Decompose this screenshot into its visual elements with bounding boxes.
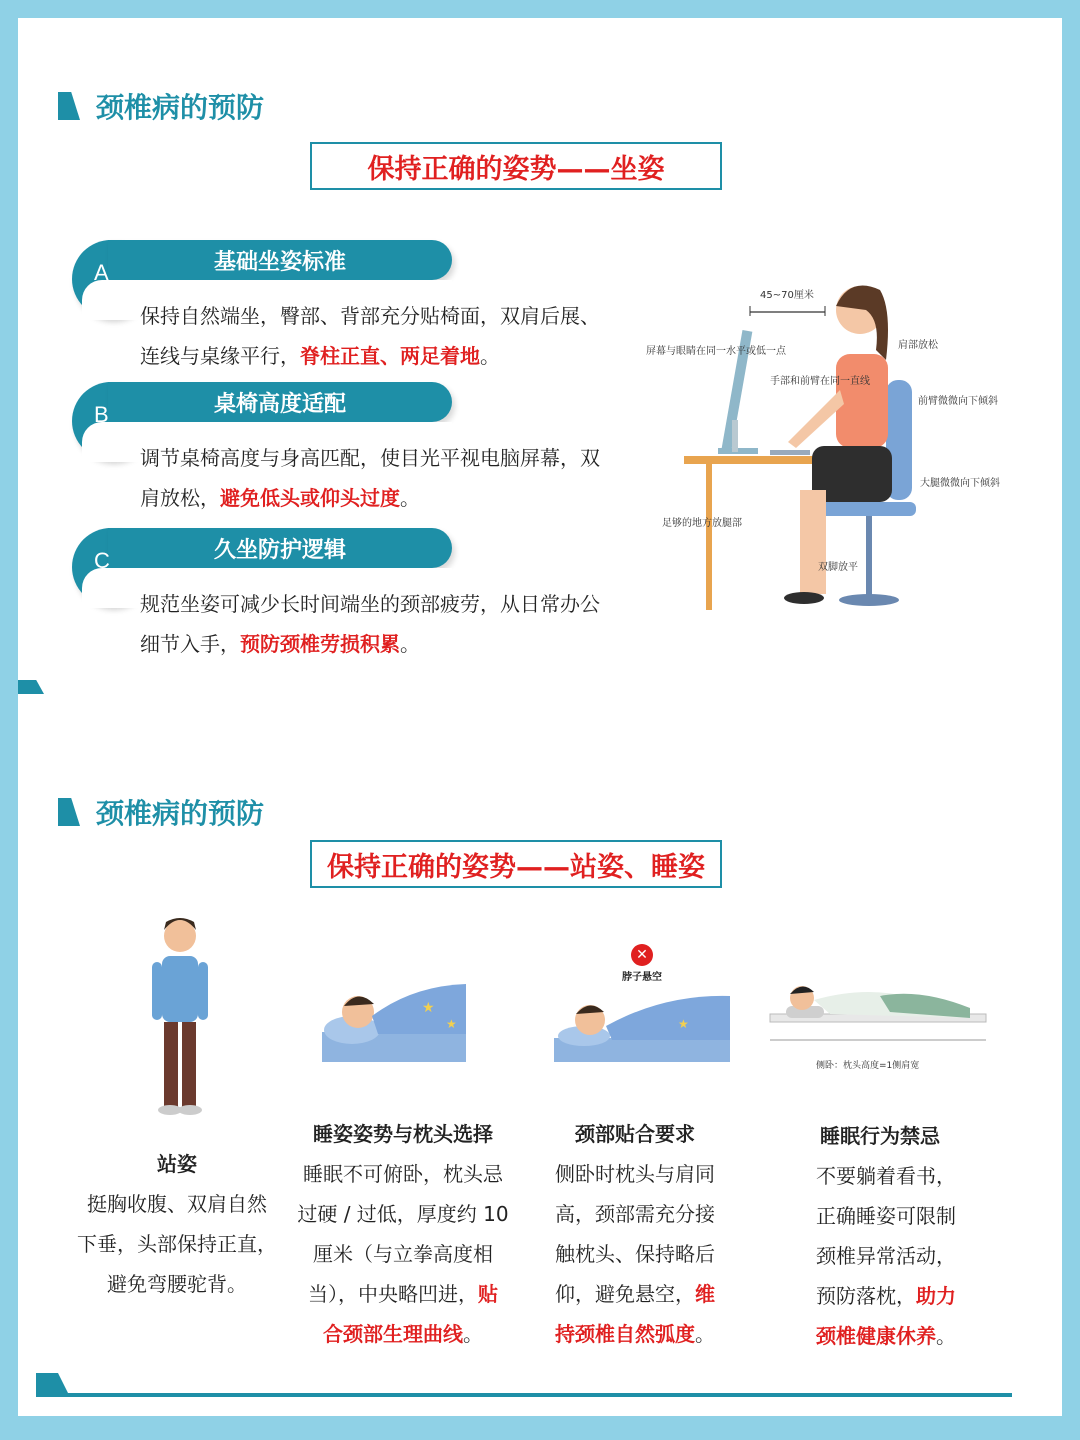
warning-label: 脖子悬空 xyxy=(622,972,662,983)
col-behavior-highlight: 颈椎健康休养 xyxy=(816,1324,936,1348)
sleep-side-illustration xyxy=(770,978,990,1078)
label-thigh: 大腿微微向下倾斜 xyxy=(920,478,1000,489)
label-shoulder: 肩部放松 xyxy=(898,340,938,351)
section2-banner-text: 保持正确的姿势——站姿、睡姿 xyxy=(327,851,705,883)
label-hands: 手部和前臂在同一直线 xyxy=(770,376,870,387)
card-c-heading: 久坐防护逻辑 xyxy=(108,528,452,568)
section1-banner-text: 保持正确的姿势——坐姿 xyxy=(367,153,665,185)
col-pillow: 睡姿姿势与枕头选择 睡眠不可俯卧，枕头忌 过硬 / 过低，厚度约 10 厘米（与立拳高度相 当），中央略凹进，贴 合颈部生理曲线。 xyxy=(296,1114,510,1354)
footer-rule xyxy=(18,1373,1012,1399)
section1-title xyxy=(58,86,264,126)
section1-title-text: 颈椎病的预防 xyxy=(96,91,265,124)
card-a-highlight: 脊柱正直、两足着地 xyxy=(300,344,480,368)
section2-title xyxy=(58,792,264,832)
col-standing: 站姿 挺胸收腹、双肩自然 下垂，头部保持正直， 避免弯腰驼背。 xyxy=(72,1144,282,1304)
label-screen: 屏幕与眼睛在同一水平或低一点 xyxy=(646,346,786,357)
label-legroom: 足够的地方放腿部 xyxy=(662,518,742,529)
title-marker-icon xyxy=(58,798,80,826)
col-neck-heading: 颈部贴合要求 xyxy=(575,1122,695,1146)
svg-text:★: ★ xyxy=(446,1017,457,1031)
svg-text:屏幕与眼睛在同一水平或低一点 xyxy=(646,344,787,357)
svg-text:★: ★ xyxy=(422,1000,435,1016)
col-neck: 颈部贴合要求 侧卧时枕头与肩同 高，颈部需充分接 触枕头、保持略后 仰，避免悬空，维 持颈椎自然弧度。 xyxy=(540,1114,730,1354)
col-behavior-heading: 睡眠行为禁忌 xyxy=(820,1124,940,1148)
card-c-letter: C xyxy=(94,548,110,573)
col-behavior: 睡眠行为禁忌 不要躺着看书， 正确睡姿可限制 颈椎异常活动， 预防落枕，助力 颈椎健康休养。 xyxy=(790,1116,970,1356)
card-b-heading: 桌椅高度适配 xyxy=(108,382,452,422)
label-distance: 45~70厘米 xyxy=(760,290,814,301)
section2-banner xyxy=(310,840,722,888)
card-b-letter: B xyxy=(94,402,109,427)
card-c-body: 规范坐姿可减少长时间端坐的颈部疲劳，从日常办公细节入手，预防颈椎劳损积累。 xyxy=(140,592,600,656)
sleep-back-illustration xyxy=(322,972,466,1068)
section1-banner xyxy=(310,142,722,190)
sleep-neck-illustration xyxy=(554,994,730,1066)
standing-figure xyxy=(140,910,220,1120)
card-b-body: 调节桌椅高度与身高匹配，使目光平视电脑屏幕，双肩放松，避免低头或仰头过度。 xyxy=(140,446,600,510)
card-b-highlight: 避免低头或仰头过度 xyxy=(220,486,400,510)
card-a-heading: 基础坐姿标准 xyxy=(108,240,452,280)
title-marker-icon xyxy=(58,92,80,120)
card-a-letter: A xyxy=(94,260,109,285)
col-pillow-highlight: 合颈部生理曲线 xyxy=(323,1322,463,1346)
warning-marker xyxy=(622,944,662,983)
col-neck-highlight: 持颈椎自然弧度 xyxy=(555,1322,695,1346)
card-c-highlight: 预防颈椎劳损积累 xyxy=(240,632,400,656)
section2-title-text: 颈椎病的预防 xyxy=(96,797,265,830)
cross-icon: ✕ xyxy=(631,944,653,966)
card-a-body: 保持自然端坐，臀部、背部充分贴椅面，双肩后展、连线与桌缘平行，脊柱正直、两足着地。 xyxy=(140,304,600,368)
col-pillow-heading: 睡姿姿势与枕头选择 xyxy=(313,1122,493,1146)
sitting-posture-illustration xyxy=(640,270,1000,630)
col-standing-heading: 站姿 xyxy=(157,1152,197,1176)
label-forearm: 前臂微微向下倾斜 xyxy=(918,396,998,407)
label-feet: 双脚放平 xyxy=(818,562,858,573)
svg-text:★: ★ xyxy=(678,1017,689,1031)
side-caption: 侧卧：枕头高度=1侧肩宽 xyxy=(816,1061,920,1071)
